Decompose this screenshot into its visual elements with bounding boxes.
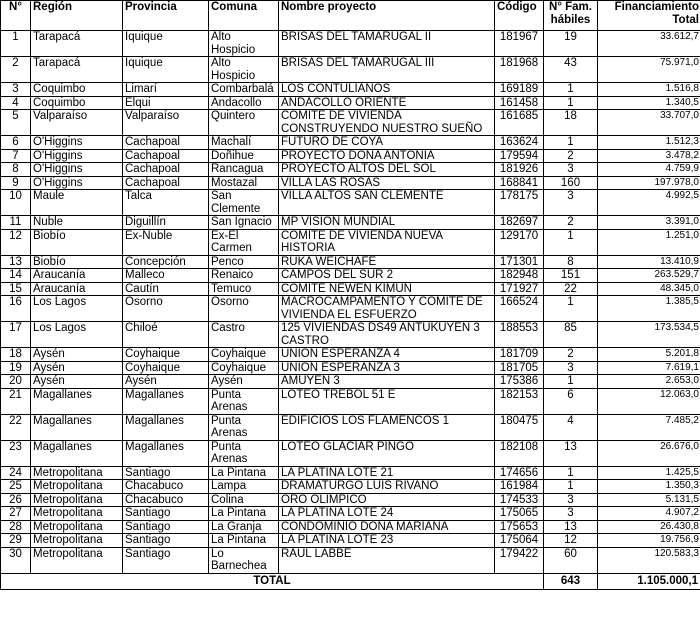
row-proyecto: VILLA ALTOS SAN CLEMENTE	[279, 190, 495, 216]
row-comuna: Alto Hospicio	[209, 31, 279, 57]
row-num: 30	[1, 547, 31, 573]
row-familias: 22	[544, 282, 598, 296]
row-financiamiento: 197.978,0	[598, 176, 700, 190]
row-familias: 1	[544, 136, 598, 150]
row-num: 7	[1, 149, 31, 163]
row-region: Metropolitana	[31, 534, 123, 548]
row-financiamiento: 13.410,9	[598, 255, 700, 269]
row-num: 16	[1, 296, 31, 322]
row-financiamiento: 1.512,3	[598, 136, 700, 150]
row-provincia: Iquique	[123, 57, 209, 83]
table-row	[1, 440, 700, 466]
header-financiamiento: Financiamiento Total	[598, 1, 700, 31]
row-proyecto: LOTEO GLACIAR PINGO	[279, 440, 495, 466]
row-comuna: Aysén	[209, 375, 279, 389]
row-provincia: Santiago	[123, 547, 209, 573]
row-num: 11	[1, 216, 31, 230]
row-familias: 43	[544, 57, 598, 83]
row-num: 27	[1, 507, 31, 521]
table-row	[1, 534, 700, 548]
row-financiamiento: 1.425,5	[598, 466, 700, 480]
table-row	[1, 388, 700, 414]
row-proyecto: MACROCAMPAMENTO Y COMITE DE VIVIENDA EL ESFUERZO	[279, 296, 495, 322]
header-codigo: Código	[495, 1, 544, 31]
row-provincia: Santiago	[123, 534, 209, 548]
row-region: Metropolitana	[31, 493, 123, 507]
row-proyecto: MP VISIÓN MUNDIAL	[279, 216, 495, 230]
row-comuna: Alto Hospicio	[209, 57, 279, 83]
row-financiamiento: 1.516,8	[598, 83, 700, 97]
row-codigo: 171927	[495, 282, 544, 296]
row-codigo: 163624	[495, 136, 544, 150]
row-region: Aysén	[31, 375, 123, 389]
row-num: 1	[1, 31, 31, 57]
row-financiamiento: 19.756,9	[598, 534, 700, 548]
row-codigo: 178175	[495, 190, 544, 216]
row-codigo: 175065	[495, 507, 544, 521]
row-familias: 13	[544, 440, 598, 466]
row-codigo: 166524	[495, 296, 544, 322]
row-num: 13	[1, 255, 31, 269]
row-comuna: Renaico	[209, 269, 279, 283]
row-familias: 2	[544, 149, 598, 163]
row-comuna: Coyhaique	[209, 348, 279, 362]
row-proyecto: ORO OLIMPICO	[279, 493, 495, 507]
row-familias: 1	[544, 480, 598, 494]
row-financiamiento: 7.619,1	[598, 361, 700, 375]
row-provincia: Santiago	[123, 520, 209, 534]
row-familias: 1	[544, 466, 598, 480]
row-codigo: 179594	[495, 149, 544, 163]
table-row	[1, 361, 700, 375]
row-region: Tarapacá	[31, 31, 123, 57]
row-codigo: 161685	[495, 110, 544, 136]
row-proyecto: LA PLATINA LOTE 24	[279, 507, 495, 521]
row-comuna: Osorno	[209, 296, 279, 322]
table-row	[1, 229, 700, 255]
row-comuna: Lampa	[209, 480, 279, 494]
row-num: 21	[1, 388, 31, 414]
row-num: 18	[1, 348, 31, 362]
table-row	[1, 520, 700, 534]
row-region: Valparaíso	[31, 110, 123, 136]
row-familias: 3	[544, 493, 598, 507]
row-comuna: Quintero	[209, 110, 279, 136]
table-row	[1, 190, 700, 216]
table-row	[1, 466, 700, 480]
row-codigo: 168841	[495, 176, 544, 190]
row-familias: 19	[544, 31, 598, 57]
row-codigo: 179422	[495, 547, 544, 573]
row-num: 29	[1, 534, 31, 548]
row-comuna: Doñihue	[209, 149, 279, 163]
row-comuna: Coyhaique	[209, 361, 279, 375]
row-comuna: Rancagua	[209, 163, 279, 177]
header-provincia: Provincia	[123, 1, 209, 31]
row-codigo: 171301	[495, 255, 544, 269]
row-num: 20	[1, 375, 31, 389]
row-codigo: 182108	[495, 440, 544, 466]
row-num: 15	[1, 282, 31, 296]
row-num: 28	[1, 520, 31, 534]
row-comuna: San Ignacio	[209, 216, 279, 230]
row-comuna: La Pintana	[209, 534, 279, 548]
row-comuna: Castro	[209, 322, 279, 348]
row-num: 10	[1, 190, 31, 216]
row-provincia: Chacabuco	[123, 480, 209, 494]
row-provincia: Chiloé	[123, 322, 209, 348]
row-financiamiento: 4.992,5	[598, 190, 700, 216]
row-provincia: Malleco	[123, 269, 209, 283]
row-provincia: Cachapoal	[123, 163, 209, 177]
table-row	[1, 149, 700, 163]
row-codigo: 175386	[495, 375, 544, 389]
row-proyecto: BRISAS DEL TAMARUGAL II	[279, 31, 495, 57]
row-region: Magallanes	[31, 388, 123, 414]
row-region: Maule	[31, 190, 123, 216]
row-codigo: 161984	[495, 480, 544, 494]
row-proyecto: UNION ESPERANZA 4	[279, 348, 495, 362]
row-financiamiento: 1.350,3	[598, 480, 700, 494]
row-num: 19	[1, 361, 31, 375]
row-codigo: 180475	[495, 414, 544, 440]
row-financiamiento: 3.478,2	[598, 149, 700, 163]
row-provincia: Ex-Nuble	[123, 229, 209, 255]
row-region: Los Lagos	[31, 296, 123, 322]
row-codigo: 175653	[495, 520, 544, 534]
row-num: 23	[1, 440, 31, 466]
row-financiamiento: 1.340,5	[598, 96, 700, 110]
row-familias: 13	[544, 520, 598, 534]
table-row	[1, 348, 700, 362]
header-proyecto: Nombre proyecto	[279, 1, 495, 31]
table-row	[1, 216, 700, 230]
row-comuna: Andacollo	[209, 96, 279, 110]
row-region: Araucanía	[31, 282, 123, 296]
row-financiamiento: 33.707,0	[598, 110, 700, 136]
row-region: Metropolitana	[31, 520, 123, 534]
table-row	[1, 375, 700, 389]
row-provincia: Cachapoal	[123, 149, 209, 163]
row-codigo: 129170	[495, 229, 544, 255]
row-num: 14	[1, 269, 31, 283]
row-codigo: 182948	[495, 269, 544, 283]
header-row	[1, 1, 700, 31]
row-region: Coquimbo	[31, 96, 123, 110]
row-financiamiento: 5.201,8	[598, 348, 700, 362]
row-financiamiento: 7.485,2	[598, 414, 700, 440]
row-region: Metropolitana	[31, 480, 123, 494]
row-financiamiento: 1.385,5	[598, 296, 700, 322]
row-comuna: La Granja	[209, 520, 279, 534]
row-provincia: Limarí	[123, 83, 209, 97]
table-row	[1, 282, 700, 296]
row-codigo: 181709	[495, 348, 544, 362]
row-familias: 8	[544, 255, 598, 269]
header-comuna: Comuna	[209, 1, 279, 31]
table-row	[1, 163, 700, 177]
row-comuna: Lo Barnechea	[209, 547, 279, 573]
row-comuna: La Pintana	[209, 507, 279, 521]
row-provincia: Chacabuco	[123, 493, 209, 507]
total-financiamiento: 1.105.000,1	[598, 573, 700, 589]
row-provincia: Talca	[123, 190, 209, 216]
row-familias: 151	[544, 269, 598, 283]
row-region: Metropolitana	[31, 466, 123, 480]
row-num: 25	[1, 480, 31, 494]
row-codigo: 182153	[495, 388, 544, 414]
row-financiamiento: 75.971,0	[598, 57, 700, 83]
row-provincia: Osorno	[123, 296, 209, 322]
row-proyecto: DRAMATURGO LUIS RIVANO	[279, 480, 495, 494]
row-provincia: Valparaíso	[123, 110, 209, 136]
row-provincia: Concepción	[123, 255, 209, 269]
table-row	[1, 96, 700, 110]
row-financiamiento: 26.676,0	[598, 440, 700, 466]
row-comuna: Ex-El Carmen	[209, 229, 279, 255]
row-familias: 2	[544, 348, 598, 362]
row-proyecto: FUTURO DE COYA	[279, 136, 495, 150]
row-proyecto: PROYECTO ALTOS DEL SOL	[279, 163, 495, 177]
table-row	[1, 255, 700, 269]
row-financiamiento: 4.907,2	[598, 507, 700, 521]
row-proyecto: LOS CONTULIANOS	[279, 83, 495, 97]
row-proyecto: 125 VIVIENDAS DS49 ANTUKUYEN 3 CASTRO	[279, 322, 495, 348]
header-num: N°	[1, 1, 31, 31]
row-comuna: Mostazal	[209, 176, 279, 190]
row-region: Aysén	[31, 361, 123, 375]
row-region: Araucanía	[31, 269, 123, 283]
row-familias: 1	[544, 229, 598, 255]
row-region: Biobío	[31, 255, 123, 269]
table-row	[1, 136, 700, 150]
row-proyecto: COMITE NEWEN KIMUN	[279, 282, 495, 296]
row-familias: 18	[544, 110, 598, 136]
row-comuna: Combarbalá	[209, 83, 279, 97]
row-financiamiento: 1.251,0	[598, 229, 700, 255]
row-provincia: Cachapoal	[123, 176, 209, 190]
row-financiamiento: 120.583,3	[598, 547, 700, 573]
row-proyecto: LOTEO TREBOL 51 E	[279, 388, 495, 414]
row-familias: 6	[544, 388, 598, 414]
table-row	[1, 57, 700, 83]
row-familias: 85	[544, 322, 598, 348]
row-region: Aysén	[31, 348, 123, 362]
row-provincia: Santiago	[123, 507, 209, 521]
table-row	[1, 507, 700, 521]
row-codigo: 188553	[495, 322, 544, 348]
row-provincia: Coyhaique	[123, 348, 209, 362]
row-comuna: Penco	[209, 255, 279, 269]
row-provincia: Cachapoal	[123, 136, 209, 150]
row-num: 26	[1, 493, 31, 507]
row-familias: 1	[544, 83, 598, 97]
row-familias: 3	[544, 190, 598, 216]
row-region: Metropolitana	[31, 547, 123, 573]
row-region: O'Higgins	[31, 149, 123, 163]
row-proyecto: COMITÉ DE VIVIENDA NUEVA HISTORIA	[279, 229, 495, 255]
row-provincia: Magallanes	[123, 414, 209, 440]
row-proyecto: CAMPOS DEL SUR 2	[279, 269, 495, 283]
row-financiamiento: 4.759,9	[598, 163, 700, 177]
row-familias: 3	[544, 507, 598, 521]
row-familias: 4	[544, 414, 598, 440]
row-codigo: 169189	[495, 83, 544, 97]
row-provincia: Coyhaique	[123, 361, 209, 375]
row-familias: 2	[544, 216, 598, 230]
row-codigo: 181926	[495, 163, 544, 177]
row-region: Tarapacá	[31, 57, 123, 83]
row-provincia: Magallanes	[123, 388, 209, 414]
row-proyecto: LA PLATINA LOTE 21	[279, 466, 495, 480]
row-proyecto: LA PLATINA LOTE 23	[279, 534, 495, 548]
row-familias: 60	[544, 547, 598, 573]
row-financiamiento: 173.534,5	[598, 322, 700, 348]
row-familias: 3	[544, 163, 598, 177]
row-num: 4	[1, 96, 31, 110]
row-proyecto: ANDACOLLO ORIENTE	[279, 96, 495, 110]
row-num: 6	[1, 136, 31, 150]
row-comuna: Temuco	[209, 282, 279, 296]
header-region: Región	[31, 1, 123, 31]
row-region: Magallanes	[31, 440, 123, 466]
row-num: 9	[1, 176, 31, 190]
row-region: Metropolitana	[31, 507, 123, 521]
table-row	[1, 547, 700, 573]
row-familias: 1	[544, 296, 598, 322]
row-region: Coquimbo	[31, 83, 123, 97]
table-row	[1, 414, 700, 440]
row-provincia: Elqui	[123, 96, 209, 110]
row-num: 17	[1, 322, 31, 348]
row-financiamiento: 33.612,7	[598, 31, 700, 57]
row-num: 3	[1, 83, 31, 97]
header-familias: N° Fam. hábiles	[544, 1, 598, 31]
row-proyecto: RAUL LABBE	[279, 547, 495, 573]
row-region: Magallanes	[31, 414, 123, 440]
row-financiamiento: 26.430,8	[598, 520, 700, 534]
row-proyecto: RUKA WEICHAFE	[279, 255, 495, 269]
row-comuna: Punta Arenas	[209, 440, 279, 466]
row-region: O'Higgins	[31, 163, 123, 177]
row-provincia: Aysén	[123, 375, 209, 389]
row-proyecto: BRISAS DEL TAMARUGAL III	[279, 57, 495, 83]
total-label: TOTAL	[1, 573, 544, 589]
row-comuna: Colina	[209, 493, 279, 507]
row-provincia: Iquique	[123, 31, 209, 57]
row-financiamiento: 3.391,0	[598, 216, 700, 230]
total-familias: 643	[544, 573, 598, 589]
row-familias: 1	[544, 375, 598, 389]
row-financiamiento: 12.063,0	[598, 388, 700, 414]
table-row	[1, 480, 700, 494]
row-num: 12	[1, 229, 31, 255]
row-num: 5	[1, 110, 31, 136]
row-proyecto: CONDOMINIO DOÑA MARIANA	[279, 520, 495, 534]
row-provincia: Santiago	[123, 466, 209, 480]
row-num: 24	[1, 466, 31, 480]
row-codigo: 182697	[495, 216, 544, 230]
table-row	[1, 83, 700, 97]
row-codigo: 181967	[495, 31, 544, 57]
row-num: 8	[1, 163, 31, 177]
row-comuna: La Pintana	[209, 466, 279, 480]
row-financiamiento: 48.345,0	[598, 282, 700, 296]
row-comuna: Punta Arenas	[209, 388, 279, 414]
row-region: Biobío	[31, 229, 123, 255]
row-proyecto: PROYECTO DOÑA ANTONIA	[279, 149, 495, 163]
table-row	[1, 269, 700, 283]
row-familias: 160	[544, 176, 598, 190]
row-financiamiento: 2.653,0	[598, 375, 700, 389]
row-provincia: Cautín	[123, 282, 209, 296]
table-row	[1, 31, 700, 57]
row-familias: 1	[544, 96, 598, 110]
table-body	[1, 31, 700, 574]
row-proyecto: UNION ESPERANZA 3	[279, 361, 495, 375]
row-provincia: Diguillín	[123, 216, 209, 230]
row-region: O'Higgins	[31, 136, 123, 150]
row-region: O'Higgins	[31, 176, 123, 190]
table-row	[1, 322, 700, 348]
row-num: 22	[1, 414, 31, 440]
row-codigo: 161458	[495, 96, 544, 110]
row-familias: 3	[544, 361, 598, 375]
row-codigo: 174656	[495, 466, 544, 480]
row-comuna: Machalí	[209, 136, 279, 150]
row-proyecto: COMITÉ DE VIVIENDA CONSTRUYENDO NUESTRO SUEÑO	[279, 110, 495, 136]
row-region: Los Lagos	[31, 322, 123, 348]
row-region: Ñuble	[31, 216, 123, 230]
row-proyecto: EDIFICIOS LOS FLAMENCOS 1	[279, 414, 495, 440]
row-codigo: 181705	[495, 361, 544, 375]
table-row	[1, 296, 700, 322]
row-num: 2	[1, 57, 31, 83]
row-comuna: Punta Arenas	[209, 414, 279, 440]
table-row	[1, 176, 700, 190]
row-comuna: San Clemente	[209, 190, 279, 216]
table-row	[1, 493, 700, 507]
row-codigo: 175064	[495, 534, 544, 548]
row-proyecto: VILLA LAS ROSAS	[279, 176, 495, 190]
table-row	[1, 110, 700, 136]
row-financiamiento: 5.131,5	[598, 493, 700, 507]
row-financiamiento: 263.529,7	[598, 269, 700, 283]
total-row	[1, 573, 700, 589]
row-provincia: Magallanes	[123, 440, 209, 466]
row-familias: 12	[544, 534, 598, 548]
row-proyecto: AMUYEN 3	[279, 375, 495, 389]
row-codigo: 181968	[495, 57, 544, 83]
row-codigo: 174533	[495, 493, 544, 507]
